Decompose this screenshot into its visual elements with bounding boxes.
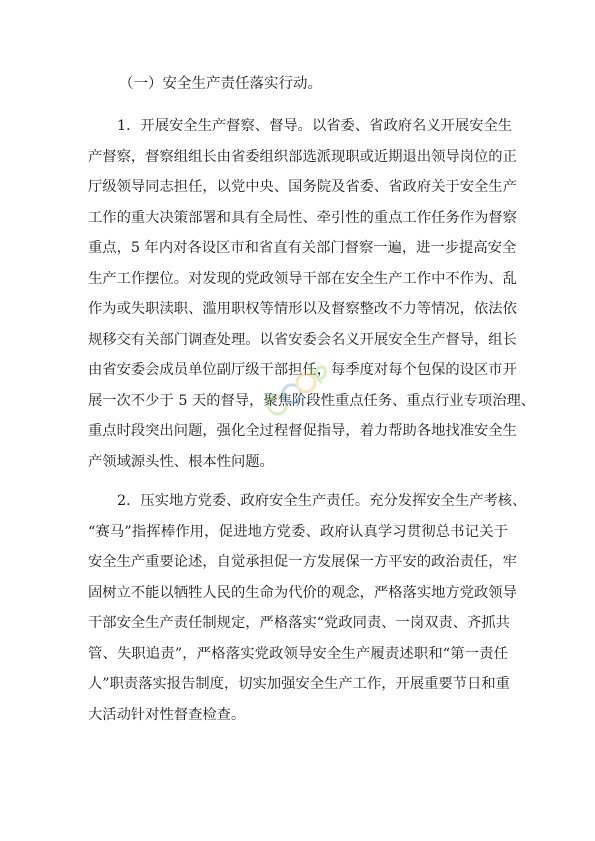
paragraph-line: 固树立不能以牺牲人民的生命为代价的观念，严格落实地方党政领导: [88, 584, 517, 601]
paragraph-line: 展一次不少于 5 天的督导，聚焦阶段性重点任务、重点行业专项治理、: [88, 392, 536, 409]
paragraph-line: 人”职责落实报告制度，切实加强安全生产工作，开展重要节日和重: [88, 676, 510, 692]
paragraph-line: 重点时段突出问题，强化全过程督促指导，着力帮助各地找准安全生: [88, 423, 517, 439]
paragraph-line: 管、失职追责”，严格落实党政领导安全生产履责述职和“第一责任: [88, 645, 508, 662]
paragraph-line: 2．压实地方党委、政府安全生产责任。充分发挥安全生产考核、: [117, 493, 527, 509]
paragraph-line: 产督察，督察组组长由省委组织部选派现职或近期退出领导岗位的正: [88, 148, 517, 165]
paragraph-line: 规移交有关部门调查处理。以省安委会名义开展安全生产督导，组长: [88, 331, 517, 348]
paragraph-line: 重点，5 年内对各设区市和省直有关部门督察一遍，进一步提高安全: [88, 240, 517, 256]
paragraph-line: 生产工作摆位。对发现的党政领导干部在安全生产工作中不作为、乱: [88, 270, 517, 287]
paragraph-2: [88, 486, 527, 730]
paragraph-line: 产领域源头性、根本性问题。: [88, 453, 274, 470]
paragraph-line: 工作的重大决策部署和具有全局性、牵引性的重点工作任务作为督察: [88, 209, 517, 226]
paragraph-line: 1．开展安全生产督察、督导。以省委、省政府名义开展安全生: [117, 118, 513, 134]
section-heading: （一）安全生产责任落实行动。: [119, 76, 322, 92]
paragraph-line: 作为或失职渎职、滥用职权等情形以及督察整改不力等情况，依法依: [88, 301, 517, 317]
paragraph-line: 由省安委会成员单位副厅级干部担任，每季度对每个包保的设区市开: [88, 362, 517, 378]
paragraph-line: 厅级领导同志担任，以党中央、国务院及省委、省政府关于安全生产: [88, 179, 517, 195]
paragraph-line: 干部安全生产责任制规定，严格落实“党政同责、一岗双责、齐抓共: [88, 615, 510, 631]
paragraph-line: “赛马”指挥棒作用，促进地方党委、政府认真学习贯彻总书记关于: [88, 523, 508, 540]
paragraph-line: 大活动针对性督查检查。: [88, 706, 246, 723]
paragraph-line: 安全生产重要论述，自觉承担促一方发展保一方平安的政治责任，牢: [88, 554, 517, 570]
